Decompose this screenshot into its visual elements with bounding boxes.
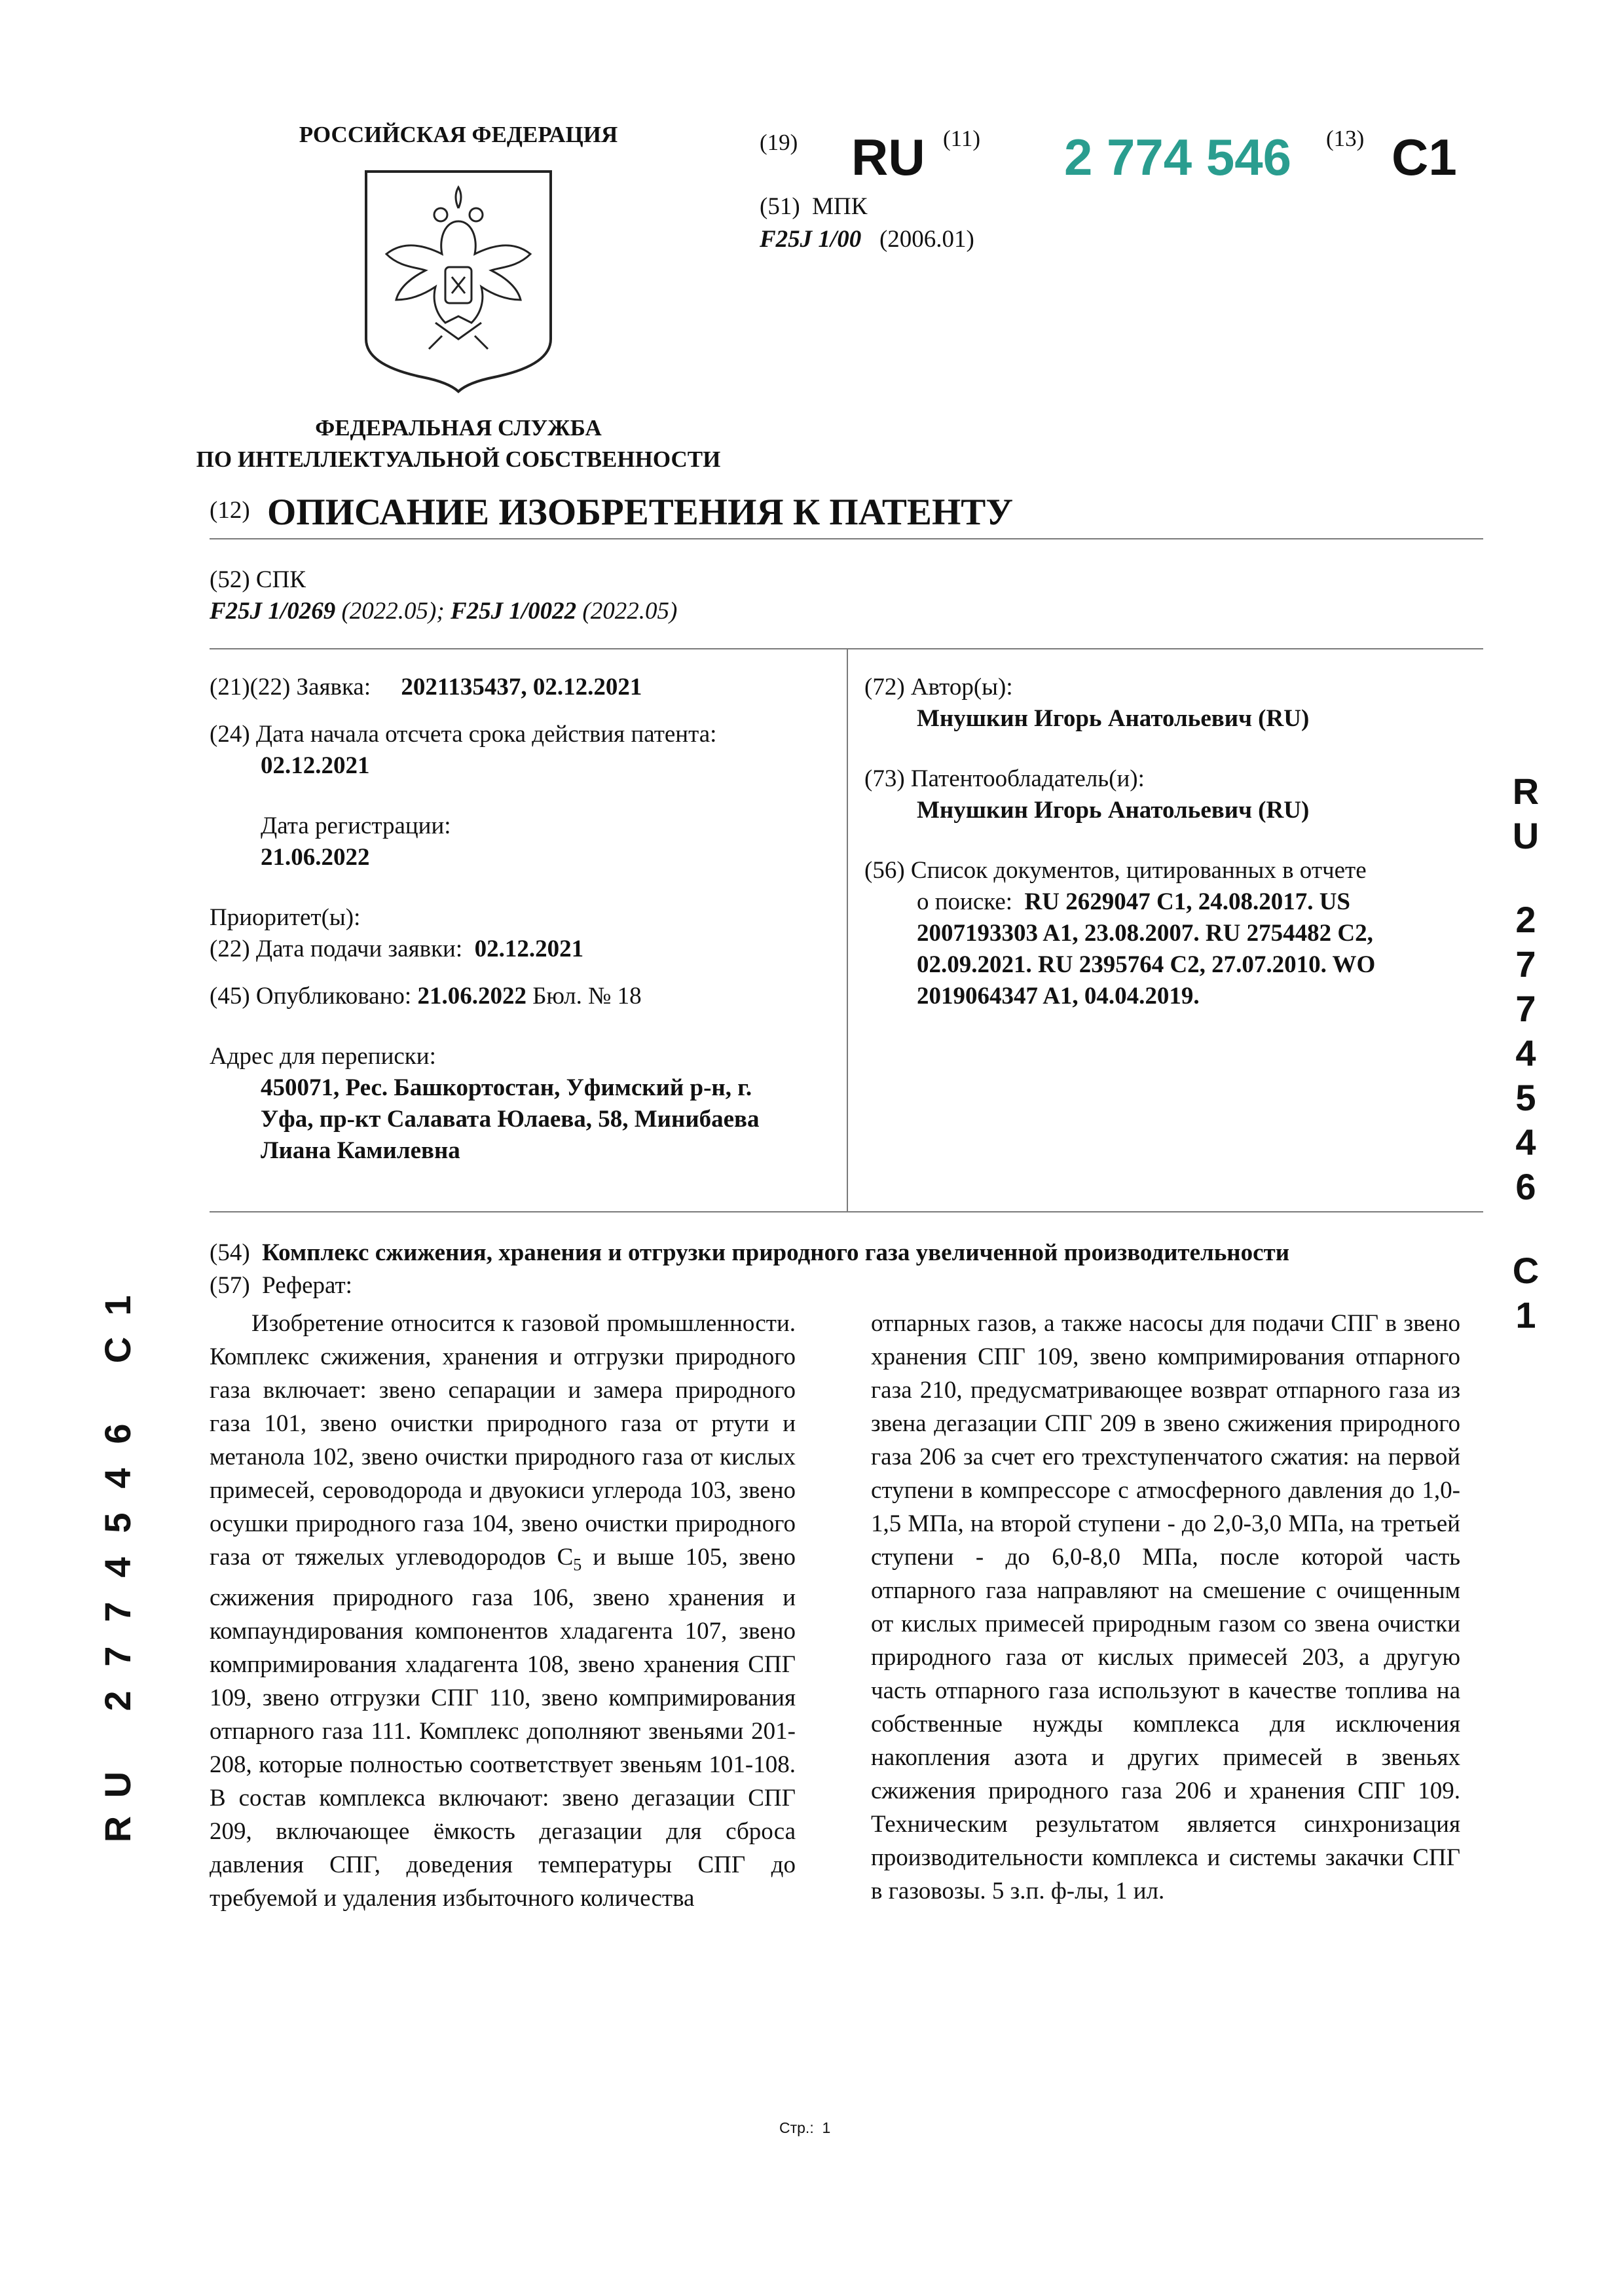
cpc-version-2: (2022.05)	[582, 598, 678, 625]
ipc-header	[760, 191, 867, 223]
side-char: 2	[1515, 899, 1536, 940]
side-char: U	[1512, 815, 1540, 856]
side-char: 4	[1515, 1121, 1536, 1163]
bibliographic-left	[210, 672, 838, 1167]
publication-row	[210, 981, 838, 1012]
cpc-class-1: F25J 1/0269	[210, 598, 336, 625]
ipc-label: МПК	[812, 193, 868, 220]
agency-line-1: ФЕДЕРАЛЬНАЯ СЛУЖБА	[315, 415, 602, 441]
owner-value: Мнушкин Игорь Анатольевич (RU)	[917, 797, 1310, 824]
agency-line-2: ПО ИНТЕЛЛЕКТУАЛЬНОЙ СОБСТВЕННОСТИ	[196, 446, 721, 472]
side-char: C	[1512, 1250, 1540, 1291]
patent-kind: C1	[1392, 128, 1457, 186]
term-start-value: 02.12.2021	[261, 752, 370, 779]
abstract-text-2: и выше 105, звено сжижения природного газа 106, звено хранения и компаундирования компонентов хладагента 107, звено компримирования хладагента 108, звено хранения СПГ 109, звено отгрузки СПГ 110, звено компримирования отпарного газа 111. Комплекс дополняют звеньями 201-208, которые полностью соответствует звеньям 101-108. В состав комплекса включают: звено дегазации СПГ 209, включающее ёмкость дегазации для сброса давления СПГ, доведения температуры СПГ до требуемой и удаления избыточного количества	[210, 1544, 796, 1912]
bibliographic-right	[864, 672, 1486, 1012]
column-divider	[847, 648, 848, 1211]
agency-name	[144, 412, 773, 475]
side-patent-id-left	[92, 1283, 144, 1851]
side-char: 7	[97, 1646, 138, 1667]
side-char: 2	[97, 1690, 138, 1711]
term-start-label: (24) Дата начала отсчета срока действия патента:	[210, 721, 717, 748]
document-title: ОПИСАНИЕ ИЗОБРЕТЕНИЯ К ПАТЕНТУ	[267, 492, 1014, 533]
author-value: Мнушкин Игорь Анатольевич (RU)	[917, 705, 1310, 732]
cpc-header	[210, 564, 306, 596]
page-label: Стр.:	[779, 2119, 814, 2136]
publication-label: (45) Опубликовано:	[210, 983, 412, 1010]
country-code: RU	[851, 128, 925, 186]
side-char: 5	[1515, 1077, 1536, 1118]
side-char: 4	[1515, 1032, 1536, 1074]
references-line-1	[864, 886, 1486, 918]
side-char	[1500, 1209, 1552, 1248]
address-label: Адрес для переписки:	[210, 1043, 436, 1070]
side-char: 7	[1515, 943, 1536, 985]
invention-title: Комплекс сжижения, хранения и отгрузки природного газа увеличенной производительности	[262, 1239, 1290, 1266]
side-patent-id-right	[1500, 769, 1552, 1338]
divider	[210, 1211, 1483, 1212]
divider	[210, 538, 1483, 539]
side-char: 4	[97, 1557, 138, 1578]
invention-title-row	[210, 1237, 1486, 1269]
filing-row	[210, 934, 838, 965]
side-char: 5	[97, 1512, 138, 1533]
inid-code-54: (54)	[210, 1239, 250, 1266]
side-char: 7	[1515, 988, 1536, 1029]
side-char: 7	[97, 1601, 138, 1622]
references-line-3: 02.09.2021. RU 2395764 C2, 27.07.2010. WO	[917, 951, 1376, 978]
ipc-class: F25J 1/00	[760, 226, 862, 253]
coat-of-arms-icon	[363, 169, 553, 395]
ipc-entry	[760, 224, 974, 255]
references-label: (56) Список документов, цитированных в отчете	[864, 857, 1367, 884]
side-char: 1	[97, 1295, 138, 1316]
inid-code-57: (57)	[210, 1272, 250, 1299]
priority-label: Приоритет(ы):	[210, 904, 361, 931]
side-char	[1500, 858, 1552, 898]
bulletin-label: Бюл. № 18	[532, 983, 642, 1010]
abstract-left-column	[210, 1307, 796, 1915]
page-footer	[779, 2119, 830, 2137]
references-line-2: 2007193303 A1, 23.08.2007. RU 2754482 C2,	[917, 920, 1373, 947]
abstract-label: Реферат:	[262, 1272, 352, 1299]
inid-code-51: (51)	[760, 193, 800, 220]
ipc-version: (2006.01)	[879, 226, 974, 253]
country-name: РОССИЙСКАЯ ФЕДЕРАЦИЯ	[299, 122, 618, 147]
patent-number: 2 774 546	[1064, 128, 1292, 186]
cpc-class-2: F25J 1/0022	[450, 598, 577, 625]
side-char: R	[97, 1815, 138, 1843]
abstract-header	[210, 1270, 352, 1302]
inid-code-13: (13)	[1326, 126, 1365, 151]
application-row	[210, 672, 838, 703]
address-line-3: Лиана Камилевна	[261, 1137, 460, 1164]
filing-label: (22) Дата подачи заявки:	[210, 936, 463, 962]
publication-value: 21.06.2022	[417, 983, 526, 1010]
application-label: (21)(22) Заявка:	[210, 674, 371, 701]
inid-code-19: (19)	[760, 130, 798, 155]
abstract-right-column: отпарных газов, а также насосы для подачи СПГ в звено хранения СПГ 109, звено компримирования отпарного газа 210, предусматривающее возврат отпарного газа из звена дегазации СПГ 209 в звено сжижения природного газа 206 за счет его трехступенчатого сжатия: на первой ступени в компрессоре с атмосферного давления до 1,0-1,5 МПа, на второй ступени - до 2,0-3,0 МПа, на третьей ступени - до 6,0-8,0 МПа, после которой часть отпарного газа направляют на смешение с очищенным от кислых примесей природным газом со звена очистки природного газа от кислых примесей 203, а другую часть отпарного газа используют в качестве топлива на собственные нужды комплекса для исключения накопления азота и других примесей в звеньях сжижения природного газа 206 и хранения СПГ 109. Техническим результатом является синхронизация производительности комплекса и системы закачки СПГ в газовозы. 5 з.п. ф-лы, 1 ил.	[871, 1310, 1460, 1904]
author-label: (72) Автор(ы):	[864, 674, 1013, 701]
side-char: R	[1512, 771, 1540, 812]
side-char: C	[97, 1336, 138, 1364]
cpc-version-1: (2022.05);	[341, 598, 445, 625]
page-number: 1	[822, 2119, 831, 2136]
references-line-4: 2019064347 A1, 04.04.2019.	[917, 983, 1200, 1010]
side-char: 1	[1515, 1294, 1536, 1336]
address-line-1: 450071, Рес. Башкортостан, Уфимский р-н, г.	[261, 1074, 752, 1101]
abstract-text-1: Изобретение относится к газовой промышленности. Комплекс сжижения, хранения и отгрузки природного газа включает: звено сепарации и замера природного газа 101, звено очистки природного газа от ртути и метанола 102, звено очистки природного газа от кислых примесей, сероводорода и двуокиси углерода 103, звено осушки природного газа 104, звено очистки природного газа от тяжелых углеводородов C	[210, 1310, 796, 1571]
references-first: RU 2629047 C1, 24.08.2017. US	[1024, 888, 1350, 915]
address-line-2: Уфа, пр-кт Салавата Юлаева, 58, Минибаева	[261, 1106, 760, 1133]
side-char: 6	[1515, 1166, 1536, 1207]
registration-label: Дата регистрации:	[261, 812, 451, 839]
side-char: 4	[97, 1468, 138, 1489]
side-char: 6	[97, 1423, 138, 1444]
application-value: 2021135437, 02.12.2021	[401, 674, 642, 701]
cpc-label: СПК	[255, 566, 306, 593]
filing-value: 02.12.2021	[474, 936, 584, 962]
inid-code-52: (52)	[210, 566, 250, 593]
registration-value: 21.06.2022	[261, 844, 370, 871]
references-prefix: о поиске:	[917, 888, 1013, 915]
inid-code-11: (11)	[943, 126, 981, 151]
abstract-subscript: 5	[573, 1555, 582, 1575]
cpc-classes	[210, 596, 677, 627]
inid-code-12: (12)	[210, 497, 250, 524]
owner-label: (73) Патентообладатель(и):	[864, 765, 1145, 792]
side-char: U	[97, 1771, 138, 1798]
